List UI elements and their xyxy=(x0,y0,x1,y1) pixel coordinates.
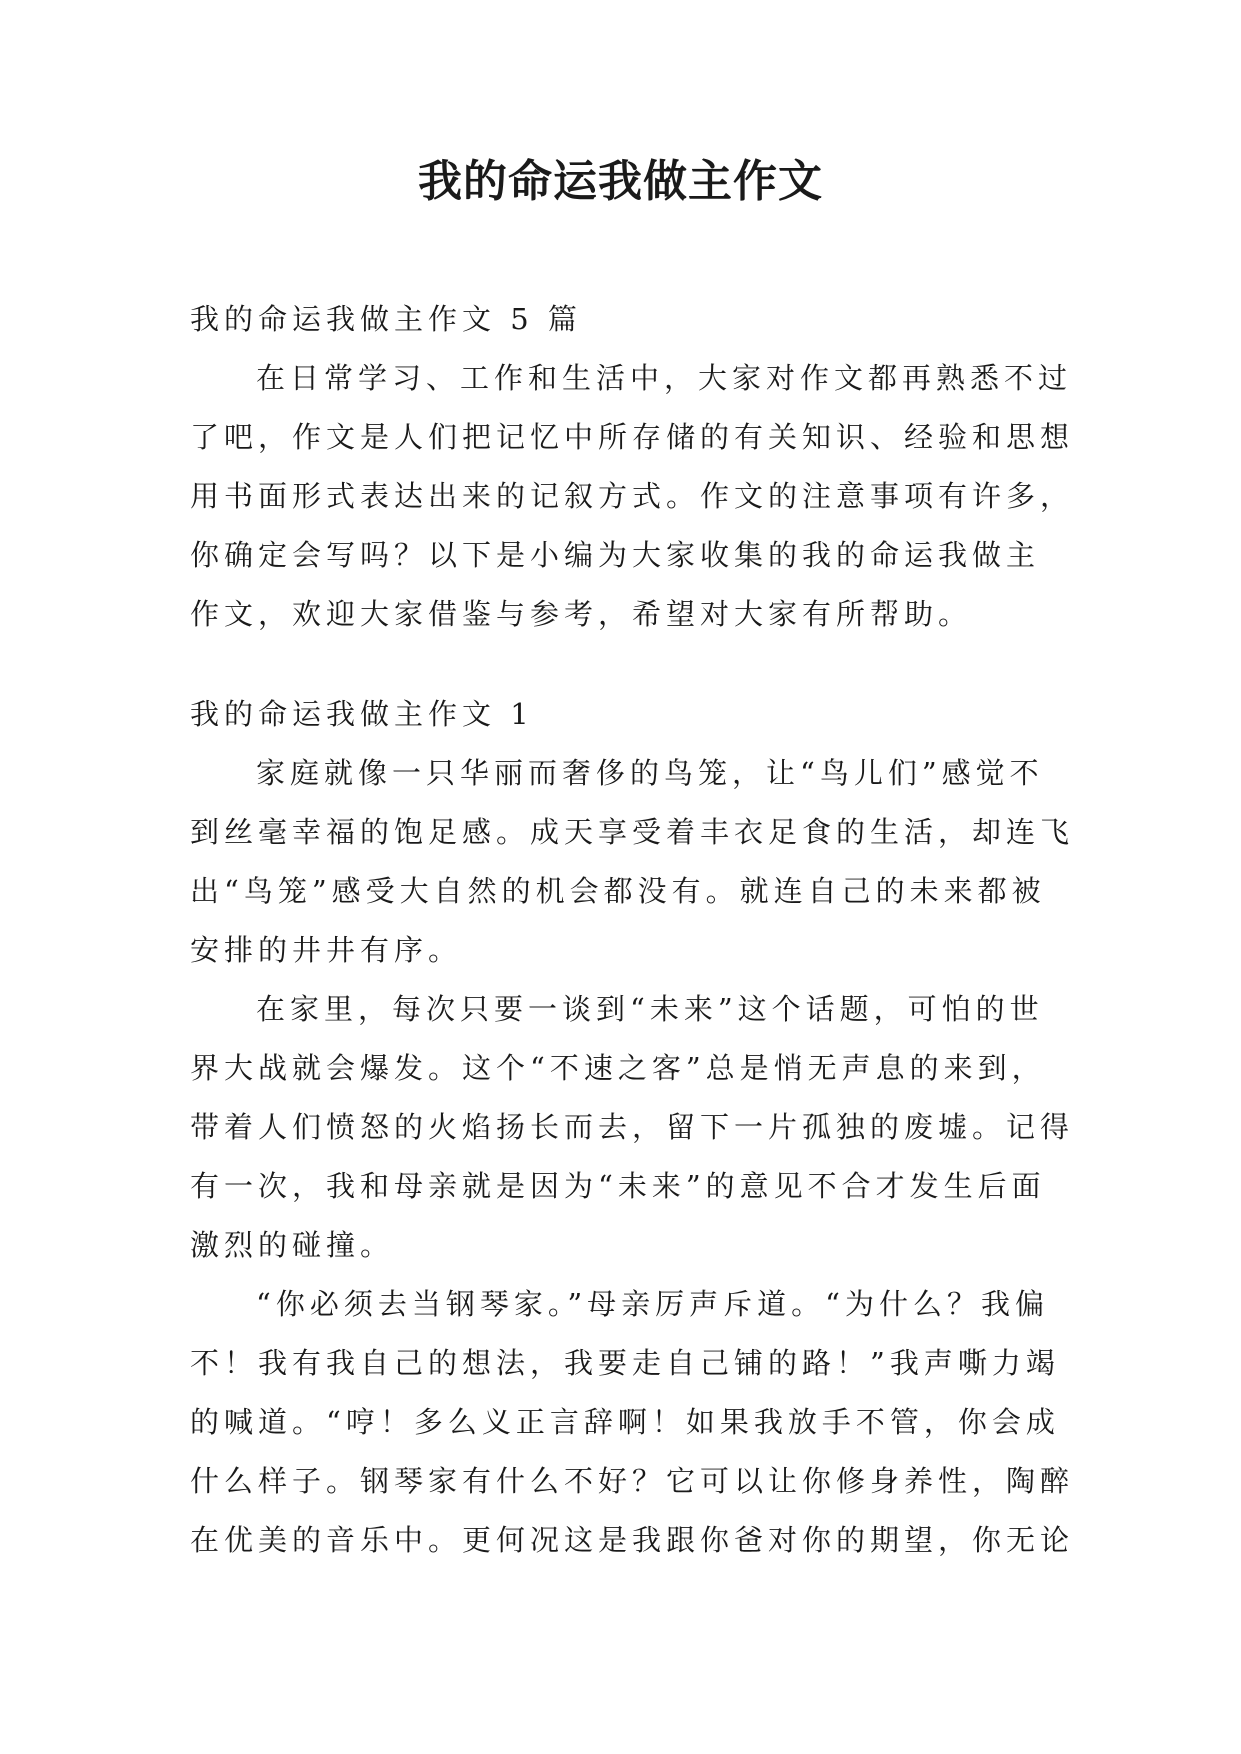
paragraph-line: 有一次，我和母亲就是因为“未来”的意见不合才发生后面 xyxy=(190,1169,1046,1203)
paragraph-line: 安排的井井有序。 xyxy=(190,933,463,967)
paragraph-line: “你必须去当钢琴家。”母亲厉声斥道。“为什么？我偏 xyxy=(256,1287,1049,1321)
essay-paragraph-1 xyxy=(190,744,1075,980)
paragraph-line: 界大战就会爆发。这个“不速之客”总是悄无声息的来到， xyxy=(190,1051,1046,1085)
document-title: 我的命运我做主作文 xyxy=(418,156,823,207)
paragraph-line: 什么样子。钢琴家有什么不好？它可以让你修身养性，陶醉 xyxy=(190,1464,1075,1498)
paragraph-line: 在家里，每次只要一谈到“未来”这个话题，可怕的世 xyxy=(256,992,1044,1026)
paragraph-line: 家庭就像一只华丽而奢侈的鸟笼，让“鸟儿们”感觉不 xyxy=(256,756,1044,790)
paragraph-line: 到丝毫幸福的饱足感。成天享受着丰衣足食的生活，却连飞 xyxy=(190,815,1075,849)
essay-paragraph-3 xyxy=(190,1275,1075,1570)
essay-paragraph-2 xyxy=(190,980,1075,1275)
collection-subtitle: 我的命运我做主作文 5 篇 xyxy=(190,302,582,336)
document-body xyxy=(190,290,1075,1570)
paragraph-line: 的喊道。“哼！多么义正言辞啊！如果我放手不管，你会成 xyxy=(190,1405,1060,1439)
paragraph-line: 在优美的音乐中。更何况这是我跟你爸对你的期望，你无论 xyxy=(190,1523,1075,1557)
intro-line: 在日常学习、工作和生活中，大家对作文都再熟悉不过 xyxy=(256,361,1073,395)
essay-heading: 我的命运我做主作文 1 xyxy=(190,697,534,731)
intro-line: 了吧，作文是人们把记忆中所存储的有关知识、经验和思想 xyxy=(190,420,1075,454)
intro-line: 作文，欢迎大家借鉴与参考，希望对大家有所帮助。 xyxy=(190,597,973,631)
intro-line: 用书面形式表达出来的记叙方式。作文的注意事项有许多， xyxy=(190,479,1075,513)
section-gap xyxy=(190,644,1060,685)
paragraph-line: 激烈的碰撞。 xyxy=(190,1228,395,1262)
intro-paragraph xyxy=(190,349,1075,644)
intro-line: 你确定会写吗？以下是小编为大家收集的我的命运我做主 xyxy=(190,538,1041,572)
paragraph-line: 出“鸟笼”感受大自然的机会都没有。就连自己的未来都被 xyxy=(190,874,1046,908)
paragraph-line: 带着人们愤怒的火焰扬长而去，留下一片孤独的废墟。记得 xyxy=(190,1110,1075,1144)
paragraph-line: 不！我有我自己的想法，我要走自己铺的路！”我声嘶力竭 xyxy=(190,1346,1060,1380)
